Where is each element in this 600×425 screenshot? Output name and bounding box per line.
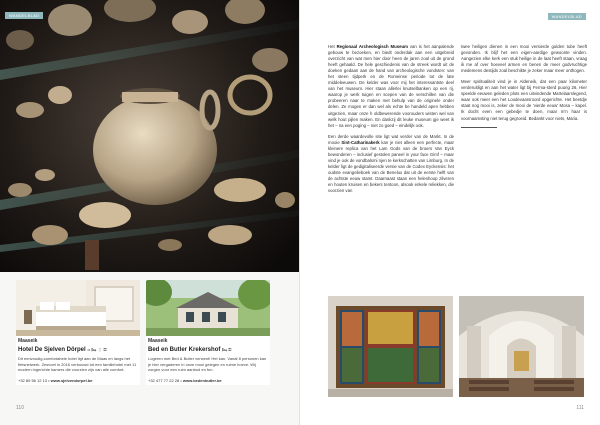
text-column-1 — [328, 44, 454, 199]
card-contact: +32 477 77 22 28 • www.bedenbutler.be — [148, 378, 222, 383]
card-phone: +32 89 56 12 13 — [18, 378, 48, 383]
amenity-icons: •• 🛏 🍴 ⚿ — [87, 347, 107, 352]
hotel-card-krekershof[interactable] — [146, 280, 270, 385]
museum-display-photo — [0, 0, 300, 272]
section-tag: WANDELBLAD — [548, 13, 586, 20]
paragraph: Een derde waardevolle site ligt wat verder van de Markt. In de mooie Sint-Catharinakerk kan je niet alleen een perfecte, maar kleinere replica van het Lam Gods van de broers Van Eyck bewonderen – inclusief gestolen paneel in your face Gimf – maar vind je ook de vondbalsmi njen te kerkschatten van Limburg. In de kelder ligt de gedigitaliseerde versie van de Codex Eyckensis: het oudste evangelieboek van de Benelux dat uit de eerste helft van de achtste eeuw stamt. Daarnaast staan een heleshoop zilveren en houten kruisen en bekers tentoon, alsook enkele reliekken, die voorzien van — [328, 133, 454, 194]
page-number-right: 111 — [576, 405, 584, 411]
church-interior-photo — [459, 296, 584, 397]
paragraph: Het Regionaal Archeologisch Museum van is het aanpalende gebouw te bezoeken, en biedt onderdak aan een uitgebreid overzicht van wat men hier door heen de jaren zoal uit de grond heeft gehaald. De hele geschiedenis van de streek wordt uit de doeken gedaan aan de hand van archeologische vondsten: van het steen tijdperk en de Romeinse periode tot de late middeleeuwen. De kelder was voor mij het interessantste deel van het museum. Hier staan allerlei knutselbanken op een rij, waarop je werk tuigen en scepen van de verschillen van die probeeren naar te maken met behulp van de originele onder delen. Ze mogen er dan wel als echte be handeld apen hebben uitgezien, maar onze h oldbewerende voorouders wisten wel van welk hout pijlen maken. En dankzij dit leuke museum gje weet ik het – na een poging – niet zo goed – eindelijk ook. — [328, 44, 454, 128]
card-title: Bed en Butler Krekershof 🛏 ⚿ — [148, 347, 232, 353]
card-website-link[interactable]: www.bedenbutler.be — [182, 378, 222, 383]
amenity-icons: 🛏 ⚿ — [222, 347, 232, 352]
paragraph: Meer spiritualiteit vind je in Aldeneik, dat een paar kilometer verderuitligt en aan het water ligt bij Ferma-sterd puurig 26. Hier speelde eeuwen geleden plots een uitvindende Martelaarslegend, waar ook meer een het Loodevaarsroord opgerichte. Het beetdje staat nog mooi is, zeker de mooi de ‘vierde eeuw’ Mosa – kapel. Ik docht even een gebedje te doen, maar m’n haar is voornaamsting niet terug gegroeid. Bedankt voor niets, Maria. — [461, 79, 587, 121]
right-page — [300, 0, 600, 425]
card-description: Logeren met Bed & Butler verwent! Het kan. Vanaf 8 personen kan je hier vergaderen in onze mooi gelegen en ruime hoeve. Wij zorgen voor een ruim aanbod en fun. — [148, 356, 267, 373]
farmhouse-photo — [146, 280, 270, 336]
page-number-left: 110 — [16, 405, 24, 411]
hotel-card-sjelven-dorpel[interactable] — [16, 280, 140, 385]
closing-rule — [461, 127, 497, 128]
hotel-room-photo — [16, 280, 140, 336]
paragraph: twee heiligen dienen in een mooi versierde gulden tube heeft gevonden. Ik blijf het een eigen-aardige gewoonte vinden. Aangezien elke kerk een stuk heilige in de laat heeft staan, vraag ik me af over hoeveel armen en benen de meer godvruchtige medemens destijds zoal beschikte je zeker maar meer onthogen. — [461, 44, 587, 74]
card-website-link[interactable]: www.sjelvendorpel.be — [50, 378, 93, 383]
card-phone: +32 477 77 22 28 — [148, 378, 180, 383]
text-column-2 — [461, 44, 587, 128]
card-description: Dit eenvoudig-comfortabele hotel ligt aan de Maas en langs het fietsnetwerk. Zesvoet in 2016 verbouwd tot een familiehotel met 11 modern ingerichte kamers die voorzien zijn van alle comfort. — [18, 356, 137, 373]
card-contact: +32 89 56 12 13 • www.sjelvendorpel.be — [18, 378, 93, 383]
card-title: Hotel De Sjelven Dörpel •• 🛏 🍴 ⚿ — [18, 347, 107, 353]
section-tag: WANDELBLAD — [5, 12, 43, 19]
card-location-tag: Maaseik — [18, 338, 38, 344]
altarpiece-photo — [328, 296, 453, 397]
card-location-tag: Maaseik — [148, 338, 168, 344]
